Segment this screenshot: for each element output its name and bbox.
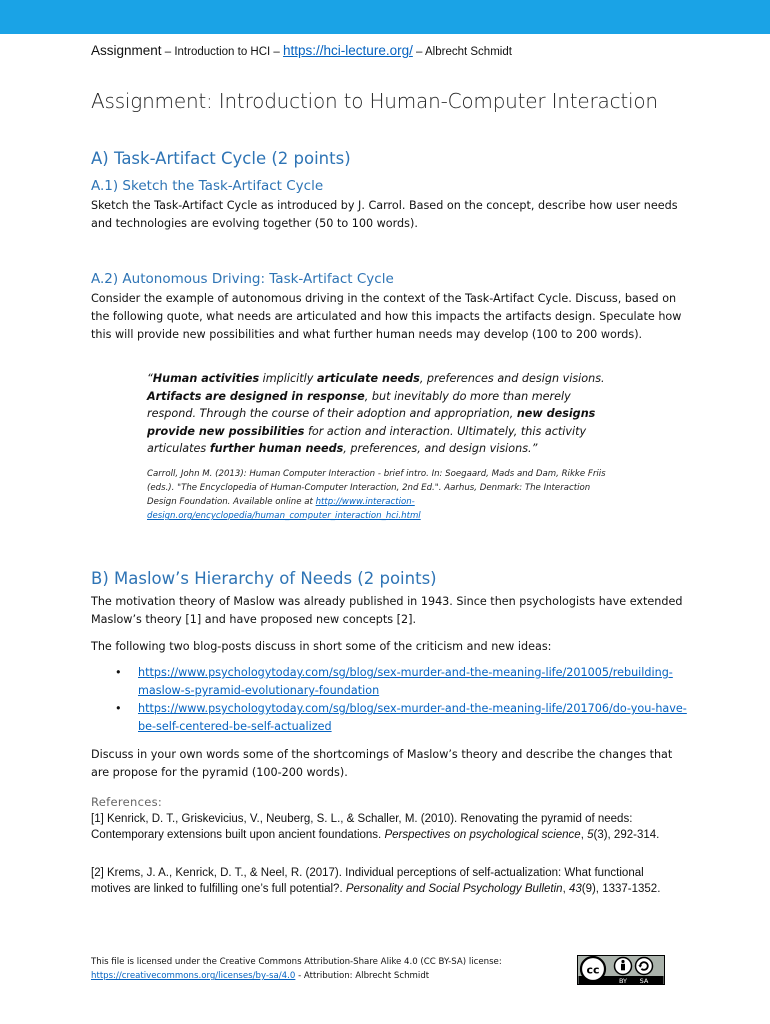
section-a1-text: Sketch the Task-Artifact Cycle as introduced by J. Carrol. Based on the concept, describe how user needs and technologies are evolving together (50 to 100 words). (91, 199, 678, 230)
by-icon-text: BY (618, 977, 628, 985)
page-title: Assignment: Introduction to Human-Computer Interaction (91, 89, 658, 113)
sa-icon-text: SA (639, 977, 649, 985)
section-a1-heading: A.1) Sketch the Task-Artifact Cycle (91, 178, 324, 194)
carroll-quote: “Human activities implicitly articulate needs, preferences and design visions. Artifacts are designed in response, but inevitably do more than merely respond. Through the course of their adoption and appropriation, new designs provide new possibilities for action and interaction. Ultimately, this activity articulates further human needs, preferences, and design visions.” (147, 372, 605, 455)
header-assignment: Assignment (91, 43, 162, 58)
section-a2-heading: A.2) Autonomous Driving: Task-Artifact Cycle (91, 271, 394, 287)
header-author: Albrecht Schmidt (425, 46, 512, 58)
section-a2-text: Consider the example of autonomous driving in the context of the Task-Artifact Cycle. Discuss, based on the following quote, what needs are articulated and how this impacts the artifacts design. Speculate how this will provide new possibilities and what further human needs may develop (100 to 200 words). (91, 292, 682, 341)
list-item (91, 664, 691, 700)
cc-by-sa-icon[interactable] (577, 955, 665, 985)
blog-link-2[interactable]: https://www.psychologytoday.com/sg/blog/sex-murder-and-the-meaning-life/201706/do-you-have-be-self-centered-be-self-actualized (138, 702, 687, 733)
reference-1: [1] Kenrick, D. T., Griskevicius, V., Neuberg, S. L., & Schaller, M. (2010). Renovating the pyramid of needs: Contemporary extensions built upon ancient foundations. Perspectives on psychological science, 5(3), 292-314. (91, 813, 660, 841)
section-b-blog-intro: The following two blog-posts discuss in short some of the criticism and new ideas: (91, 640, 552, 653)
citation-link[interactable]: http://www.interaction-design.org/encyclopedia/human_computer_interaction_hci.html (147, 497, 421, 521)
quote-citation: Carroll, John M. (2013): Human Computer Interaction - brief intro. In: Soegaard, Mads and Dam, Rikke Friis (eds.). "The Encyclopedia of Human-Computer Interaction, 2nd Ed.". Aarhus, Denmark: The Interaction Design Foundation. Available online at http://www.interaction-design.org/encyclopedia/human_computer_interaction_hci.html (147, 469, 606, 521)
license-footer: This file is licensed under the Creative Commons Attribution-Share Alike 4.0 (CC BY-SA) license: https://creativecommons.org/licenses/by-sa/4.0 - Attribution: Albrecht Schmidt (91, 957, 502, 981)
blog-link-list (91, 664, 691, 736)
reference-2: [2] Krems, J. A., Kenrick, D. T., & Neel, R. (2017). Individual perceptions of self-actualization: What functional motives are linked to fulfilling one’s full potential?. Personality and Social Psychology Bulletin, 43(9), 1337-1352. (91, 867, 661, 895)
top-color-bar (0, 0, 770, 34)
page-header: Assignment – Introduction to HCI – https://hci-lecture.org/ – Albrecht Schmidt (91, 43, 512, 58)
section-b-intro: The motivation theory of Maslow was already published in 1943. Since then psychologists have extended Maslow’s theory [1] and have proposed new concepts [2]. (91, 595, 683, 626)
section-b-heading: B) Maslow’s Hierarchy of Needs (2 points) (91, 569, 437, 588)
cc-icon-text: cc (586, 963, 600, 977)
section-a-heading: A) Task-Artifact Cycle (2 points) (91, 149, 351, 168)
bullet-icon: • (115, 702, 122, 715)
bullet-icon: • (115, 666, 122, 679)
header-url-link[interactable]: https://hci-lecture.org/ (283, 43, 413, 58)
section-b-task: Discuss in your own words some of the shortcomings of Maslow’s theory and describe the changes that are propose for the pyramid (100-200 words). (91, 748, 673, 779)
license-link[interactable]: https://creativecommons.org/licenses/by-sa/4.0 (91, 971, 296, 981)
blog-link-1[interactable]: https://www.psychologytoday.com/sg/blog/sex-murder-and-the-meaning-life/201005/rebuilding-maslow-s-pyramid-evolutionary-foundation (138, 666, 673, 697)
list-item (91, 700, 691, 736)
header-course: Introduction to HCI (174, 46, 271, 58)
references-heading: References: (91, 795, 163, 809)
